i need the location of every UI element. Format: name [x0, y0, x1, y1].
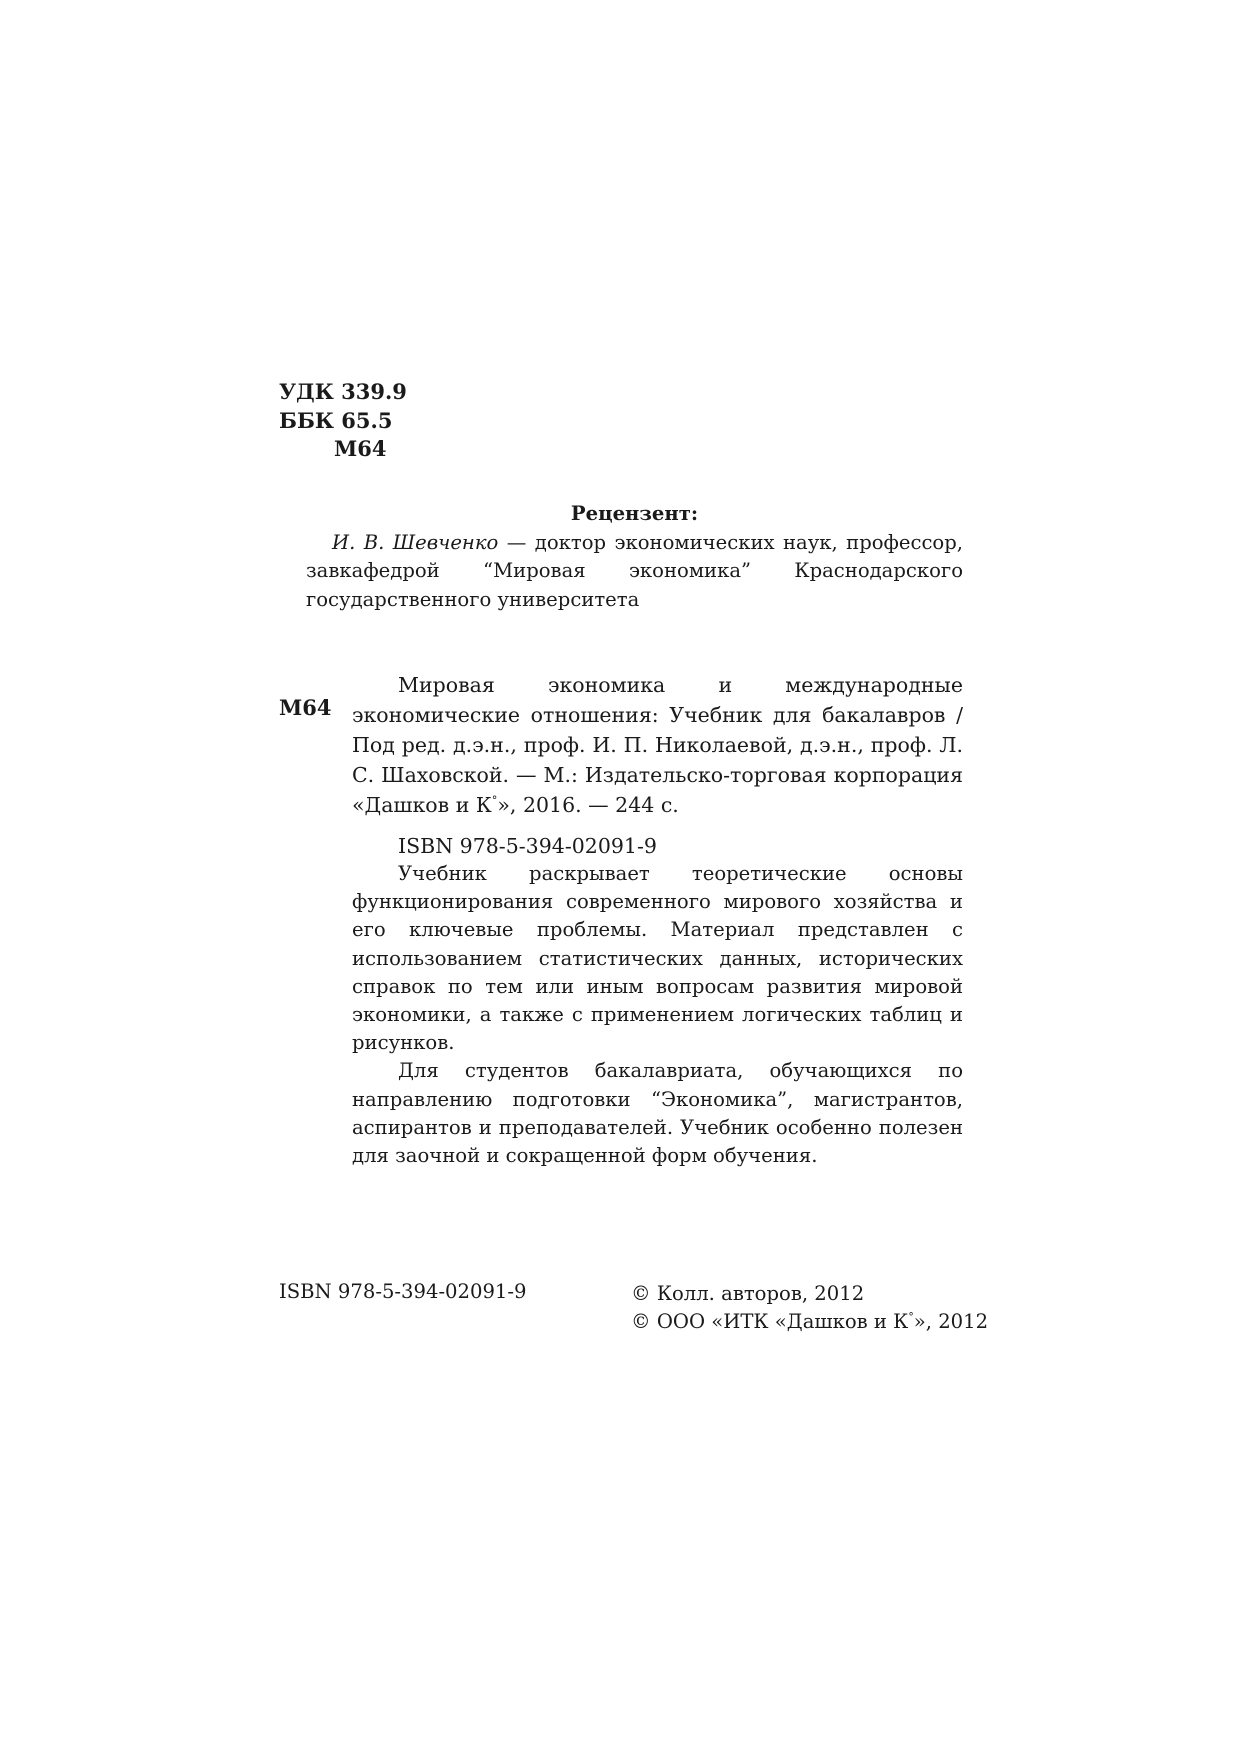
bibliographic-description [352, 670, 963, 820]
degree-mark: ° [491, 794, 498, 808]
reviewer-text [306, 529, 963, 615]
degree-mark-footer: ° [908, 1310, 914, 1324]
classification-codes [279, 378, 407, 464]
copyright-publisher [631, 1308, 988, 1336]
copyright-authors: © Колл. авторов, 2012 [631, 1282, 865, 1305]
bib-isbn: ISBN 978-5-394-02091-9 [398, 834, 657, 858]
annotation-paragraph-1: Учебник раскрывает теоретические основы функционирования современного мирового хозяйства и его ключевые проблемы. Материал представлен с использованием статистических данных, исторических справок по тем или иным вопросам развития мировой экономики, а также с применением логических таблиц и рисунков. [352, 862, 963, 1055]
copyright-block [631, 1280, 988, 1336]
bbk-code: ББК 65.5 [279, 407, 393, 433]
author-mark-top: М64 [334, 436, 387, 461]
author-mark-side: М64 [279, 695, 332, 720]
annotation [352, 860, 963, 1170]
bibliographic-entry [352, 670, 963, 861]
copyright-publisher-year: », 2012 [913, 1310, 989, 1333]
annotation-paragraph-2: Для студентов бакалавриата, обучающихся по направлению подготовки “Экономика”, магистрантов, аспирантов и преподавателей. Учебник особенно полезен для заочной и сокращенной форм обучения. [352, 1059, 963, 1168]
reviewer-block [306, 500, 963, 614]
reviewer-name: И. В. Шевченко [332, 530, 499, 554]
bib-text-main: Мировая экономика и международные экономические отношения: Учебник для бакалавров / Под ред. д.э.н., проф. И. П. Николаевой, д.э.н., проф. Л. С. Шаховской. — М.: Издательско-торговая корпорация «Дашков и К [352, 673, 963, 817]
bib-text-tail: », 2016. — 244 с. [497, 793, 679, 817]
footer-isbn: ISBN 978-5-394-02091-9 [279, 1280, 527, 1303]
reviewer-heading: Рецензент: [570, 502, 699, 525]
udk-code: УДК 339.9 [279, 379, 407, 404]
copyright-publisher-text: © ООО «ИТК «Дашков и К [631, 1310, 909, 1333]
reviewer-description: — доктор экономических наук, профессор, завкафедрой “Мировая экономика” Краснодарского государственного университета [306, 530, 963, 611]
